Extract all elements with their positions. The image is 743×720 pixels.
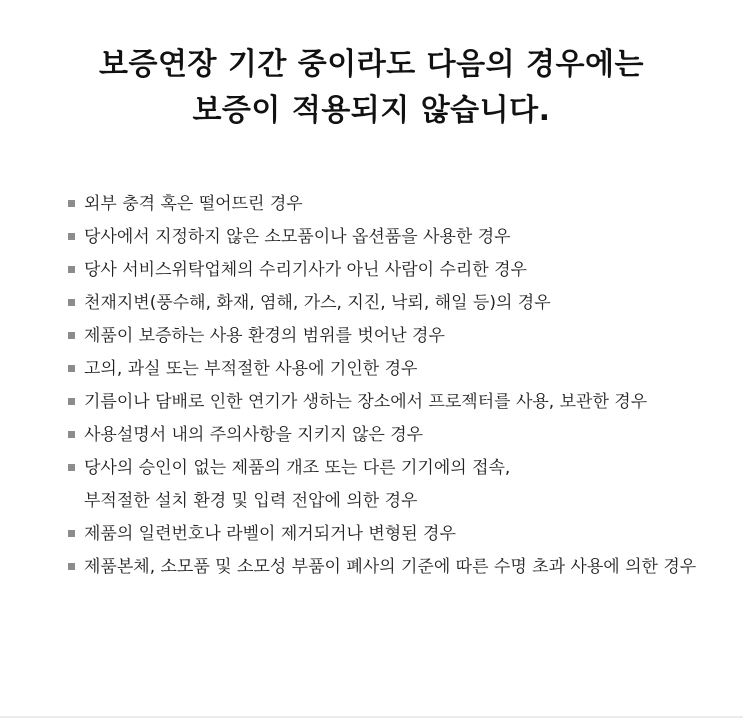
list-item-text: 고의, 과실 또는 부적절한 사용에 기인한 경우	[84, 359, 418, 379]
list-item	[68, 518, 728, 551]
list-item	[68, 353, 728, 386]
list-item-text: 제품이 보증하는 사용 환경의 범위를 벗어난 경우	[84, 326, 445, 346]
title-line-1: 보증연장 기간 중이라도 다음의 경우에는	[99, 47, 644, 82]
list-item-text: 사용설명서 내의 주의사항을 지키지 않은 경우	[84, 425, 424, 445]
list-item	[68, 551, 728, 584]
list-item-text: 외부 충격 혹은 떨어뜨린 경우	[84, 194, 303, 214]
title-line-2: 보증이 적용되지 않습니다.	[192, 93, 551, 128]
list-item	[68, 287, 728, 320]
list-item-text: 당사의 승인이 없는 제품의 개조 또는 다른 기기에의 접속,	[84, 458, 511, 478]
list-item-text: 당사에서 지정하지 않은 소모품이나 옵션품을 사용한 경우	[84, 227, 511, 247]
exclusion-list	[68, 188, 728, 584]
list-item-text: 제품의 일련번호나 라벨이 제거되거나 변형된 경우	[84, 524, 456, 544]
list-item	[68, 452, 728, 518]
square-bullet-icon	[68, 266, 75, 273]
square-bullet-icon	[68, 365, 75, 372]
square-bullet-icon	[68, 530, 75, 537]
square-bullet-icon	[68, 398, 75, 405]
square-bullet-icon	[68, 431, 75, 438]
square-bullet-icon	[68, 332, 75, 339]
list-item-text: 제품본체, 소모품 및 소모성 부품이 폐사의 기준에 따른 수명 초과 사용에 의한 경우	[84, 557, 697, 577]
page-title	[0, 42, 743, 134]
list-item-text: 당사 서비스위탁업체의 수리기사가 아닌 사람이 수리한 경우	[84, 260, 527, 280]
square-bullet-icon	[68, 233, 75, 240]
list-item	[68, 320, 728, 353]
list-item-text: 천재지변(풍수해, 화재, 염해, 가스, 지진, 낙뢰, 해일 등)의 경우	[84, 293, 551, 313]
square-bullet-icon	[68, 299, 75, 306]
square-bullet-icon	[68, 200, 75, 207]
list-item	[68, 188, 728, 221]
list-item	[68, 386, 728, 419]
list-item-text-continued: 부적절한 설치 환경 및 입력 전압에 의한 경우	[84, 491, 418, 511]
list-item-text: 기름이나 담배로 인한 연기가 생하는 장소에서 프로젝터를 사용, 보관한 경우	[84, 392, 648, 412]
bottom-divider	[0, 716, 743, 718]
square-bullet-icon	[68, 563, 75, 570]
list-item	[68, 254, 728, 287]
list-item	[68, 419, 728, 452]
square-bullet-icon	[68, 464, 75, 471]
list-item	[68, 221, 728, 254]
